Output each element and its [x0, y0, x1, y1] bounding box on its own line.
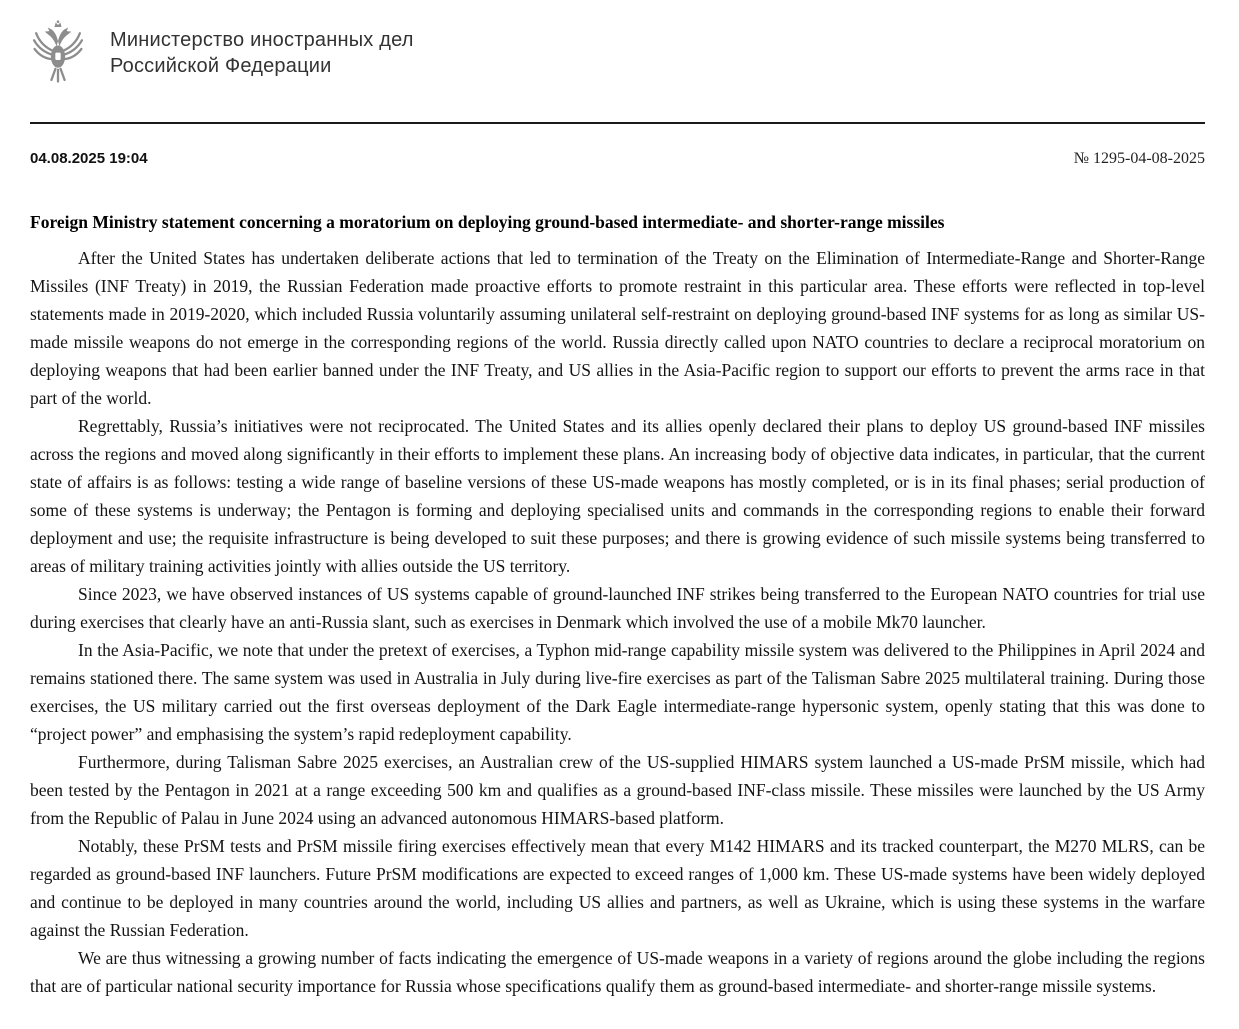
document-number: № 1295-04-08-2025 — [1073, 150, 1205, 167]
statement-paragraph: Regrettably, Russia’s initiatives were not reciprocated. The United States and its allies openly declared their plans to deploy US ground-based INF missiles across the regions and moved along significantly in their efforts to implement these plans. An increasing body of objective data indicates, in particular, that the current state of affairs is as follows: testing a wide range of baseline versions of these US-made weapons has mostly completed, or is in its final phases; serial production of some of these systems is underway; the Pentagon is forming and deploying specialised units and commands in the corresponding regions to enable their forward deployment and use; the requisite infrastructure is being developed to suit these purposes; and there is growing evidence of such missile systems being transferred to areas of military training activities jointly with allies outside the US territory. — [30, 416, 1205, 576]
header-divider — [30, 122, 1205, 124]
ministry-name-line1: Министерство иностранных дел — [110, 29, 414, 51]
statement-paragraph: We are thus witnessing a growing number of facts indicating the emergence of US-made weapons in a variety of regions around the globe including the regions that are of particular national security importance for Russia whose specifications qualify them as ground-based intermediate- and shorter-range missile systems. — [30, 948, 1205, 996]
ministry-name-line2: Российской Федерации — [110, 55, 332, 77]
publication-datetime: 04.08.2025 19:04 — [30, 150, 148, 167]
statement-paragraph: Notably, these PrSM tests and PrSM missile firing exercises effectively mean that every M142 HIMARS and its tracked counterpart, the M270 MLRS, can be regarded as ground-based INF launchers. Future PrSM modifications are expected to exceed ranges of 1,000 km. These US-made systems have been widely deployed and continue to be deployed in many countries around the world, including US allies and partners, as well as Ukraine, which is using these systems in the warfare against the Russian Federation. — [30, 836, 1205, 940]
russian-coat-of-arms-icon — [30, 18, 86, 88]
statement-paragraph: After the United States has undertaken deliberate actions that led to termination of the Treaty on the Elimination of Intermediate-Range and Shorter-Range Missiles (INF Treaty) in 2019, the Russian Federation made proactive efforts to promote restraint in this particular area. These efforts were reflected in top-level statements made in 2019-2020, which included Russia voluntarily assuming unilateral self-restraint on deploying ground-based INF systems for as long as similar US-made missile weapons do not emerge in the corresponding regions of the world. Russia directly called upon NATO countries to declare a reciprocal moratorium on deploying weapons that had been earlier banned under the INF Treaty, and US allies in the Asia-Pacific region to support our efforts to prevent the arms race in that part of the world. — [30, 248, 1205, 408]
ministry-masthead — [30, 0, 1205, 88]
statement-paragraph: In the Asia-Pacific, we note that under the pretext of exercises, a Typhon mid-range capability missile system was delivered to the Philippines in April 2024 and remains stationed there. The same system was used in Australia in July during live-fire exercises as part of the Talisman Sabre 2025 multilateral training. During those exercises, the US military carried out the first overseas deployment of the Dark Eagle intermediate-range hypersonic system, openly stating that this was done to “project power” and emphasising the system’s rapid redeployment capability. — [30, 640, 1205, 744]
statement-title: Foreign Ministry statement concerning a moratorium on deploying ground-based intermediate- and shorter-range missiles — [30, 212, 945, 232]
document-meta-row — [30, 150, 1205, 168]
ministry-name — [110, 27, 414, 79]
statement-paragraph: Furthermore, during Talisman Sabre 2025 exercises, an Australian crew of the US-supplied HIMARS system launched a US-made PrSM missile, which had been tested by the Pentagon in 2021 at a range exceeding 500 km and qualifies as a ground-based INF-class missile. These missiles were launched by the US Army from the Republic of Palau in June 2024 using an advanced autonomous HIMARS-based platform. — [30, 752, 1205, 828]
statement-body — [30, 244, 1205, 1000]
statement-paragraph: Since 2023, we have observed instances of US systems capable of ground-launched INF strikes being transferred to the European NATO countries for trial use during exercises that clearly have an anti-Russia slant, such as exercises in Denmark which involved the use of a mobile Mk70 launcher. — [30, 584, 1205, 632]
